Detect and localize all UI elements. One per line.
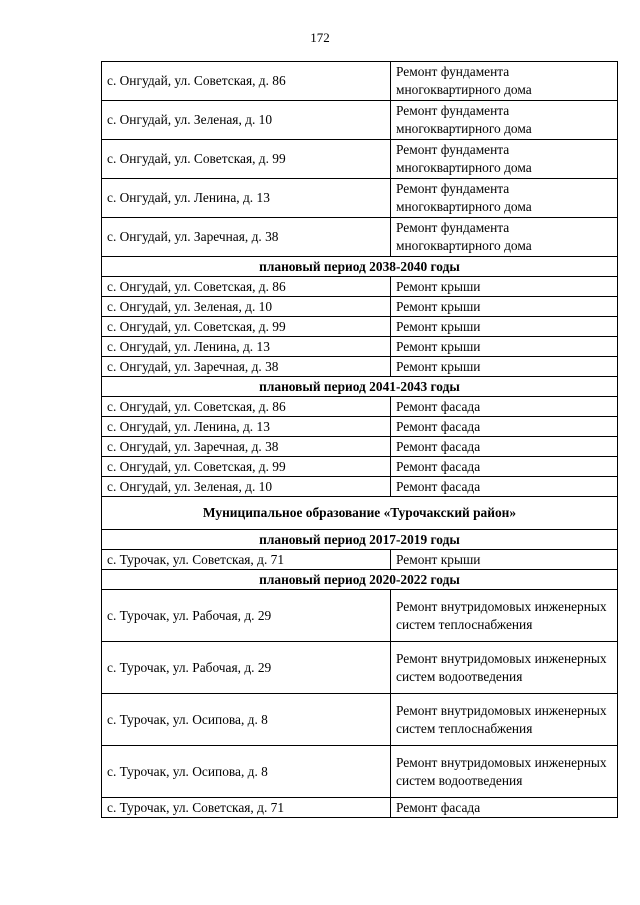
repair-schedule-table (101, 61, 618, 818)
work-type-cell: Ремонт фундамента многоквартирного дома (391, 179, 618, 218)
table-row (102, 417, 618, 437)
work-type-cell: Ремонт фундамента многоквартирного дома (391, 140, 618, 179)
address-cell: с. Онгудай, ул. Зеленая, д. 10 (102, 101, 391, 140)
work-type-cell: Ремонт фундамента многоквартирного дома (391, 218, 618, 257)
work-type-cell: Ремонт фасада (391, 477, 618, 497)
section-heading-row (102, 530, 618, 550)
section-heading: плановый период 2038-2040 годы (102, 257, 618, 277)
address-cell: с. Онгудай, ул. Советская, д. 86 (102, 62, 391, 101)
address-cell: с. Турочак, ул. Рабочая, д. 29 (102, 590, 391, 642)
work-type-cell: Ремонт внутридомовых инженерных систем водоотведения (391, 642, 618, 694)
address-cell: с. Онгудай, ул. Зеленая, д. 10 (102, 477, 391, 497)
work-type-cell: Ремонт фасада (391, 417, 618, 437)
section-heading: плановый период 2017-2019 годы (102, 530, 618, 550)
address-cell: с. Онгудай, ул. Советская, д. 99 (102, 317, 391, 337)
section-heading-row (102, 377, 618, 397)
section-heading: плановый период 2020-2022 годы (102, 570, 618, 590)
table-row (102, 218, 618, 257)
work-type-cell: Ремонт крыши (391, 337, 618, 357)
work-type-cell: Ремонт внутридомовых инженерных систем теплоснабжения (391, 694, 618, 746)
address-cell: с. Онгудай, ул. Советская, д. 99 (102, 140, 391, 179)
table-row (102, 457, 618, 477)
table-row (102, 694, 618, 746)
table-row (102, 101, 618, 140)
work-type-cell: Ремонт фасада (391, 437, 618, 457)
address-cell: с. Турочак, ул. Советская, д. 71 (102, 550, 391, 570)
section-heading-row (102, 257, 618, 277)
work-type-cell: Ремонт крыши (391, 317, 618, 337)
table-row (102, 297, 618, 317)
address-cell: с. Онгудай, ул. Заречная, д. 38 (102, 357, 391, 377)
table-row (102, 317, 618, 337)
table-row (102, 550, 618, 570)
section-heading-row (102, 497, 618, 530)
address-cell: с. Онгудай, ул. Ленина, д. 13 (102, 337, 391, 357)
page-number: 172 (310, 30, 330, 45)
section-heading: плановый период 2041-2043 годы (102, 377, 618, 397)
work-type-cell: Ремонт внутридомовых инженерных систем теплоснабжения (391, 590, 618, 642)
section-heading-row (102, 570, 618, 590)
address-cell: с. Турочак, ул. Советская, д. 71 (102, 798, 391, 818)
address-cell: с. Турочак, ул. Рабочая, д. 29 (102, 642, 391, 694)
table-body (102, 62, 618, 818)
work-type-cell: Ремонт фундамента многоквартирного дома (391, 62, 618, 101)
work-type-cell: Ремонт крыши (391, 297, 618, 317)
address-cell: с. Онгудай, ул. Заречная, д. 38 (102, 437, 391, 457)
table-row (102, 746, 618, 798)
address-cell: с. Онгудай, ул. Советская, д. 99 (102, 457, 391, 477)
table-row (102, 397, 618, 417)
address-cell: с. Онгудай, ул. Заречная, д. 38 (102, 218, 391, 257)
work-type-cell: Ремонт внутридомовых инженерных систем водоотведения (391, 746, 618, 798)
table-row (102, 642, 618, 694)
table-row (102, 477, 618, 497)
table-row (102, 590, 618, 642)
work-type-cell: Ремонт крыши (391, 550, 618, 570)
table-row (102, 798, 618, 818)
section-heading: Муниципальное образование «Турочакский район» (102, 497, 618, 530)
table-row (102, 277, 618, 297)
table-row (102, 62, 618, 101)
address-cell: с. Онгудай, ул. Зеленая, д. 10 (102, 297, 391, 317)
work-type-cell: Ремонт фасада (391, 457, 618, 477)
table-row (102, 357, 618, 377)
address-cell: с. Онгудай, ул. Ленина, д. 13 (102, 179, 391, 218)
address-cell: с. Онгудай, ул. Советская, д. 86 (102, 397, 391, 417)
address-cell: с. Онгудай, ул. Советская, д. 86 (102, 277, 391, 297)
address-cell: с. Онгудай, ул. Ленина, д. 13 (102, 417, 391, 437)
work-type-cell: Ремонт фундамента многоквартирного дома (391, 101, 618, 140)
table-row (102, 337, 618, 357)
work-type-cell: Ремонт фасада (391, 397, 618, 417)
table-row (102, 179, 618, 218)
table-row (102, 437, 618, 457)
address-cell: с. Турочак, ул. Осипова, д. 8 (102, 694, 391, 746)
work-type-cell: Ремонт крыши (391, 357, 618, 377)
work-type-cell: Ремонт фасада (391, 798, 618, 818)
work-type-cell: Ремонт крыши (391, 277, 618, 297)
address-cell: с. Турочак, ул. Осипова, д. 8 (102, 746, 391, 798)
table-row (102, 140, 618, 179)
